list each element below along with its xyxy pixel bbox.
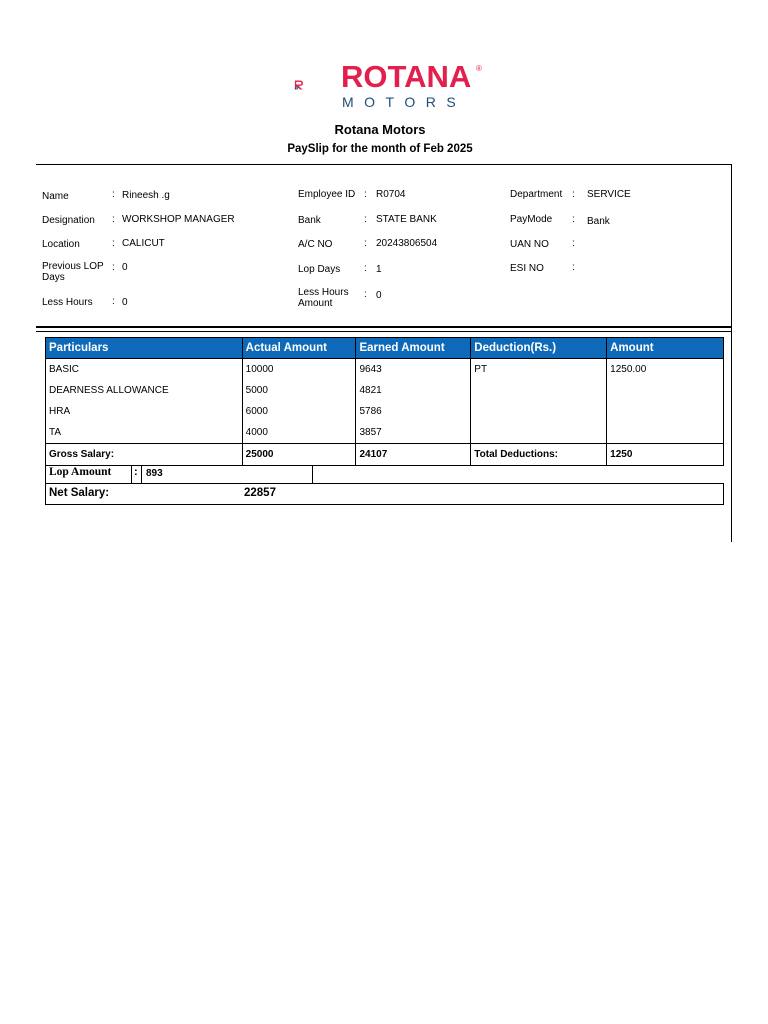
less-hours-amount-label: Less Hours Amount xyxy=(298,287,349,309)
company-title: Rotana Motors xyxy=(334,122,426,137)
brand-registered-mark: ® xyxy=(476,64,482,73)
net-salary-label: Net Salary: xyxy=(49,487,110,499)
lop-amount-value: 893 xyxy=(146,468,163,479)
period-value: Feb 2025 xyxy=(423,143,473,155)
uan-label: UAN NO xyxy=(510,239,549,250)
divider-rule-1 xyxy=(36,326,732,328)
table-row xyxy=(46,401,724,422)
designation-value: WORKSHOP MANAGER xyxy=(122,214,235,225)
paymode-colon: : xyxy=(572,214,575,225)
net-salary-value: 22857 xyxy=(244,487,276,499)
less-hours-label: Less Hours xyxy=(42,297,93,308)
employee-id-value: R0704 xyxy=(376,189,406,200)
department-label: Department xyxy=(510,189,563,200)
rotana-logo-icon xyxy=(294,62,339,108)
table-cell xyxy=(471,401,607,422)
table-header-row xyxy=(46,338,724,359)
less-hours-amount-value: 0 xyxy=(376,290,382,301)
top-rule xyxy=(36,164,732,165)
table-row xyxy=(46,380,724,401)
header-actual-amount: Actual Amount xyxy=(242,338,356,359)
employee-id-label: Employee ID xyxy=(298,189,356,200)
employee-id-colon: : xyxy=(364,189,367,200)
table-cell: BASIC xyxy=(46,359,243,381)
table-cell: DEARNESS ALLOWANCE xyxy=(46,380,243,401)
prev-lop-colon: : xyxy=(112,262,115,273)
location-label: Location xyxy=(42,239,80,250)
table-cell xyxy=(471,380,607,401)
table-row xyxy=(46,422,724,444)
acno-label: A/C NO xyxy=(298,239,333,250)
table-cell: 9643 xyxy=(356,359,471,381)
lop-amount-label: Lop Amount xyxy=(49,466,112,478)
divider-rule-2 xyxy=(36,331,732,332)
table-cell: 5786 xyxy=(356,401,471,422)
table-cell: 10000 xyxy=(242,359,356,381)
name-value: Rineesh .g xyxy=(122,190,170,201)
less-hours-colon: : xyxy=(112,296,115,307)
table-row xyxy=(46,359,724,381)
header-earned-amount: Earned Amount xyxy=(356,338,471,359)
table-cell: 3857 xyxy=(356,422,471,444)
location-value: CALICUT xyxy=(122,238,165,249)
bank-value: STATE BANK xyxy=(376,214,437,225)
name-colon: : xyxy=(112,189,115,200)
table-cell: 4821 xyxy=(356,380,471,401)
table-cell xyxy=(607,401,724,422)
gross-earned-total: 24107 xyxy=(356,444,471,466)
bank-label: Bank xyxy=(298,215,321,226)
gross-salary-row xyxy=(46,444,724,466)
esi-label: ESI NO xyxy=(510,263,544,274)
table-cell xyxy=(607,422,724,444)
designation-colon: : xyxy=(112,214,115,225)
paymode-label: PayMode xyxy=(510,214,553,225)
table-cell: 5000 xyxy=(242,380,356,401)
right-rule xyxy=(731,164,732,542)
less-hours-amount-colon: : xyxy=(364,289,367,300)
header-amount: Amount xyxy=(607,338,724,359)
header-deduction: Deduction(Rs.) xyxy=(471,338,607,359)
table-cell: 1250.00 xyxy=(607,359,724,381)
less-hours-value: 0 xyxy=(122,297,128,308)
gross-salary-label: Gross Salary: xyxy=(46,444,243,466)
acno-colon: : xyxy=(364,238,367,249)
location-colon: : xyxy=(112,238,115,249)
department-colon: : xyxy=(572,189,575,200)
department-value: SERVICE xyxy=(587,189,631,200)
lop-separator-2 xyxy=(141,465,142,483)
lop-days-label: Lop Days xyxy=(298,264,341,275)
table-cell: TA xyxy=(46,422,243,444)
name-label: Name xyxy=(42,191,69,202)
lop-days-value: 1 xyxy=(376,264,382,275)
earnings-table xyxy=(45,337,724,466)
gross-actual-total: 25000 xyxy=(242,444,356,466)
lop-amount-colon: : xyxy=(134,466,138,478)
net-salary-box xyxy=(45,483,724,505)
table-cell: HRA xyxy=(46,401,243,422)
brand-name: ROTANA xyxy=(341,59,472,94)
brand-subtitle: MOTORS xyxy=(342,94,467,110)
prev-lop-value: 0 xyxy=(122,262,128,273)
header-particulars: Particulars xyxy=(46,338,243,359)
period-label: PaySlip for the month of xyxy=(287,143,421,155)
table-cell: PT xyxy=(471,359,607,381)
acno-value: 20243806504 xyxy=(376,238,438,249)
prev-lop-label: Previous LOP Days xyxy=(42,261,104,283)
total-deductions-label: Total Deductions: xyxy=(471,444,607,466)
uan-colon: : xyxy=(572,238,575,249)
table-cell xyxy=(471,422,607,444)
table-cell: 6000 xyxy=(242,401,356,422)
total-deductions-value: 1250 xyxy=(607,444,724,466)
table-cell xyxy=(607,380,724,401)
esi-colon: : xyxy=(572,262,575,273)
bank-colon: : xyxy=(364,214,367,225)
payslip-period xyxy=(0,143,760,155)
lop-days-colon: : xyxy=(364,263,367,274)
designation-label: Designation xyxy=(42,215,95,226)
table-cell: 4000 xyxy=(242,422,356,444)
paymode-value: Bank xyxy=(587,216,610,227)
lop-separator xyxy=(131,465,132,483)
